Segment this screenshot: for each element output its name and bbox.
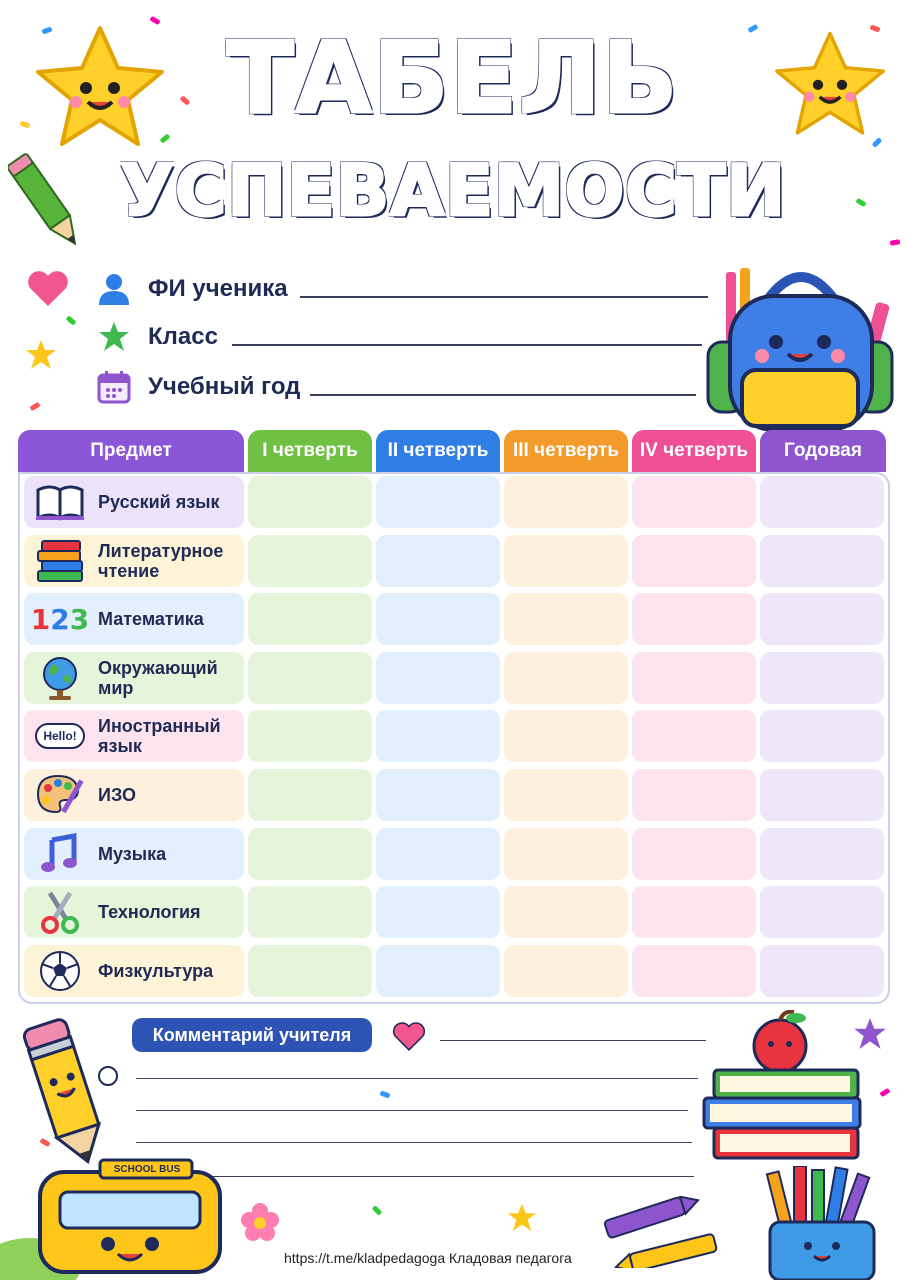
school-year-row [96, 370, 300, 404]
grade-cell-quarter-2[interactable] [376, 593, 500, 645]
grade-cell-quarter-4[interactable] [632, 710, 756, 762]
school-year-field[interactable] [310, 394, 696, 396]
student-name-field[interactable] [300, 296, 708, 298]
header-subject: Предмет [18, 430, 244, 472]
school-bus-illustration [0, 1158, 240, 1280]
grade-cell-quarter-2[interactable] [376, 945, 500, 997]
subject-label: ИЗО [98, 785, 136, 805]
books-stack-icon [32, 539, 88, 583]
header-quarter-3: III четверть [504, 430, 628, 472]
grade-cell-quarter-2[interactable] [376, 476, 500, 528]
flower-icon [240, 1202, 280, 1242]
open-book-icon [32, 480, 88, 524]
comment-line[interactable] [440, 1040, 706, 1041]
grade-cell-quarter-1[interactable] [248, 593, 372, 645]
grade-cell-quarter-4[interactable] [632, 535, 756, 587]
subject-cell [24, 593, 244, 645]
heart-icon [392, 1020, 426, 1052]
table-body [18, 472, 890, 1004]
subject-label: Музыка [98, 843, 167, 864]
grade-cell-quarter-4[interactable] [632, 886, 756, 938]
grade-cell-quarter-3[interactable] [504, 886, 628, 938]
bus-sign: SCHOOL BUS [113, 1164, 181, 1175]
grade-cell-quarter-3[interactable] [504, 710, 628, 762]
grade-cell-quarter-1[interactable] [248, 945, 372, 997]
grade-cell-quarter-2[interactable] [376, 535, 500, 587]
grade-cell-annual[interactable] [760, 593, 884, 645]
grade-cell-quarter-1[interactable] [248, 886, 372, 938]
grade-cell-annual[interactable] [760, 828, 884, 880]
speech-bubble-icon [32, 714, 88, 758]
grade-cell-quarter-2[interactable] [376, 828, 500, 880]
grade-cell-quarter-1[interactable] [248, 652, 372, 704]
grade-table [18, 430, 888, 1002]
star-icon [506, 1202, 538, 1234]
comment-line[interactable] [136, 1110, 688, 1111]
header-quarter-1: I четверть [248, 430, 372, 472]
subject-cell [24, 945, 244, 997]
student-name-label: ФИ ученика [148, 275, 288, 302]
grade-cell-quarter-4[interactable] [632, 652, 756, 704]
header-annual: Годовая [760, 430, 886, 472]
comment-line[interactable] [136, 1078, 698, 1079]
grade-cell-quarter-1[interactable] [248, 769, 372, 821]
teacher-comment-label: Комментарий учителя [132, 1018, 372, 1052]
page-title [0, 22, 906, 142]
header-quarter-2: II четверть [376, 430, 500, 472]
person-icon [96, 272, 132, 306]
star-icon [96, 320, 132, 354]
student-name-row [96, 272, 288, 306]
subject-label: Физкультура [98, 960, 214, 981]
numbers-icon-text: 123 [30, 602, 90, 636]
grade-cell-annual[interactable] [760, 476, 884, 528]
subject-label: Иностранный язык [98, 716, 221, 757]
grade-cell-quarter-4[interactable] [632, 828, 756, 880]
pencil-character-icon [14, 1014, 124, 1174]
grade-cell-quarter-2[interactable] [376, 652, 500, 704]
grade-cell-quarter-3[interactable] [504, 652, 628, 704]
grade-cell-quarter-2[interactable] [376, 710, 500, 762]
heart-icon [26, 268, 70, 308]
grade-cell-annual[interactable] [760, 535, 884, 587]
class-field[interactable] [232, 344, 702, 346]
grade-cell-annual[interactable] [760, 886, 884, 938]
subject-label: Математика [98, 609, 204, 630]
music-note-icon [32, 832, 88, 876]
header-quarter-4: IV четверть [632, 430, 756, 472]
subject-cell [24, 652, 244, 704]
grade-cell-quarter-4[interactable] [632, 593, 756, 645]
grade-cell-quarter-3[interactable] [504, 769, 628, 821]
speech-bubble-text: Hello! [35, 723, 84, 749]
grade-cell-quarter-3[interactable] [504, 828, 628, 880]
grade-cell-quarter-1[interactable] [248, 476, 372, 528]
grade-cell-quarter-4[interactable] [632, 769, 756, 821]
scissors-icon [32, 890, 88, 934]
title-line-2: УСПЕВАЕМОСТИ [120, 150, 786, 232]
subject-cell [24, 769, 244, 821]
crayons-icon [600, 1196, 750, 1268]
grade-cell-quarter-1[interactable] [248, 710, 372, 762]
subject-label: Технология [98, 902, 201, 923]
soccer-ball-icon [32, 949, 88, 993]
grade-cell-quarter-2[interactable] [376, 886, 500, 938]
subject-cell [24, 476, 244, 528]
class-label: Класс [148, 323, 218, 350]
grade-cell-quarter-1[interactable] [248, 535, 372, 587]
subject-label: Русский язык [98, 492, 220, 512]
subject-cell [24, 710, 244, 762]
grade-cell-quarter-2[interactable] [376, 769, 500, 821]
class-row [96, 320, 218, 354]
pencil-cup-icon [752, 1166, 892, 1280]
subject-label: Литературное чтение [98, 540, 224, 581]
grade-cell-annual[interactable] [760, 652, 884, 704]
grade-cell-annual[interactable] [760, 945, 884, 997]
calendar-icon [96, 370, 132, 404]
subject-cell [24, 886, 244, 938]
palette-icon [32, 773, 88, 817]
title-line-1: ТАБЕЛЬ [226, 22, 680, 136]
comment-line[interactable] [136, 1142, 692, 1143]
numbers-icon [32, 597, 88, 641]
star-icon [24, 338, 58, 372]
globe-icon [32, 656, 88, 700]
grade-cell-quarter-4[interactable] [632, 945, 756, 997]
grade-cell-quarter-3[interactable] [504, 476, 628, 528]
backpack-icon [706, 262, 896, 434]
page-subtitle [0, 150, 906, 240]
grade-cell-quarter-3[interactable] [504, 593, 628, 645]
grade-cell-quarter-1[interactable] [248, 828, 372, 880]
grade-cell-quarter-3[interactable] [504, 945, 628, 997]
grade-cell-annual[interactable] [760, 710, 884, 762]
subject-label: Окружающий мир [98, 657, 218, 698]
school-year-label: Учебный год [148, 373, 301, 400]
subject-cell [24, 535, 244, 587]
footer-credit: https://t.me/kladpedagoga Кладовая педагога [284, 1250, 572, 1266]
grade-cell-quarter-4[interactable] [632, 476, 756, 528]
books-apple-icon [700, 1010, 870, 1170]
subject-cell [24, 828, 244, 880]
grade-cell-quarter-3[interactable] [504, 535, 628, 587]
grade-cell-annual[interactable] [760, 769, 884, 821]
